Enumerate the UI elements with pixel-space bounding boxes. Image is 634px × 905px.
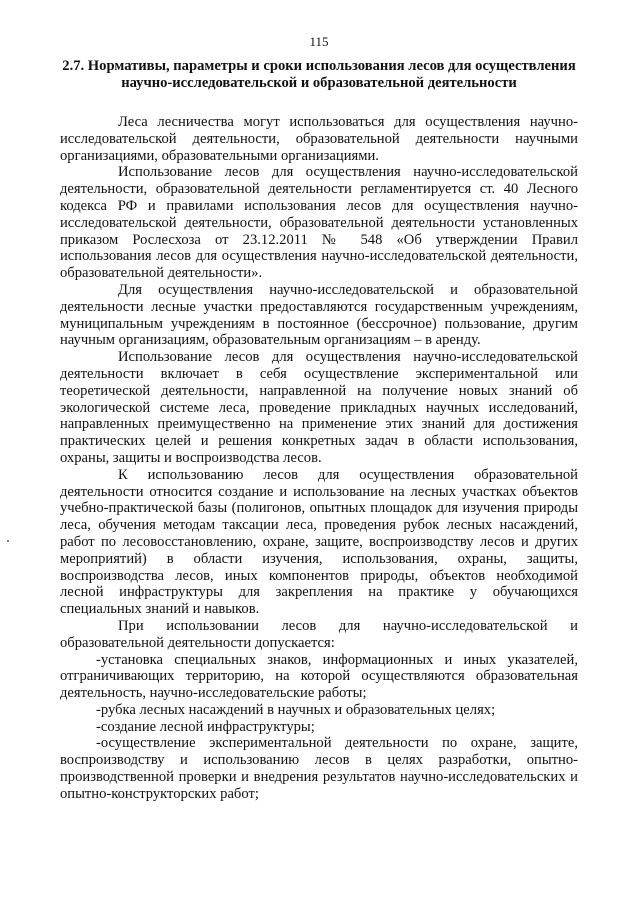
paragraph: Использование лесов для осуществления научно-исследовательской деятельности включает в себя осуществление экспериментальной или теоретической деятельности, направленной на получение новых знаний об экологической системе леса, проведение прикладных научных исследований, направленных преимущественно на применение этих знаний для достижения практических целей и решения конкретных задач в области использования, охраны, защиты и воспроизводства лесов. — [60, 349, 578, 466]
list-item: -рубка лесных насаждений в научных и образовательных целях; — [96, 701, 496, 718]
paragraph: Использование лесов для осуществления научно-исследовательской деятельности, образовательной деятельности регламентируется ст. 40 Лесного кодекса РФ и правилами использования лесов для осуществления научно-исследовательской деятельности, образовательной деятельности установленных приказом Рослесхоза от 23.12.2011 № 548 «Об утверждении Правил использования лесов для осуществления научно-исследовательской деятельности, образовательной деятельности». — [60, 164, 578, 282]
section-title: 2.7. Нормативы, параметры и сроки использования лесов для осуществления научно-исследовательской и образовательной деятельности — [62, 58, 576, 91]
list-item: -создание лесной инфраструктуры; — [96, 718, 315, 735]
list-item: -осуществление экспериментальной деятельности по охране, защите, воспроизводству и использованию лесов в целях разработки, опытно-производственной проверки и внедрения результатов научно-исследовательских и опытно-конструкторских работ; — [60, 735, 578, 802]
document-body — [60, 114, 578, 803]
paragraph: При использовании лесов для научно-исследовательской и образовательной деятельности допускается: — [60, 617, 578, 651]
list-item: -установка специальных знаков, информационных и иных указателей, отграничивающих территорию, на которой осуществляются образовательная деятельность, научно-исследовательские работы; — [60, 651, 578, 702]
paragraph: Для осуществления научно-исследовательской и образовательной деятельности лесные участки предоставляются государственным учреждениям, муниципальным учреждениям в постоянное (бессрочное) пользование, другим научным организациям, образовательным организациям – в аренду. — [60, 281, 578, 349]
paragraph: К использованию лесов для осуществления образовательной деятельности относится создание и использование на лесных участках объектов учебно-практической базы (полигонов, опытных площадок для изучения природы леса, обучения методам таксации леса, проведения рубок лесных насаждений, работ по лесовосстановлению, охране, защите, воспроизводству лесов и других мероприятий) в области изучения, использования, охраны, защиты, воспроизводства лесов, иных компонентов природы, объектов необходимой лесной инфраструктуры для закрепления на практике у обучающихся специальных знаний и навыков. — [60, 466, 578, 618]
paragraph: Леса лесничества могут использоваться для осуществления научно-исследовательской деятельности, образовательной деятельности научными организациями, образовательными организациями. — [60, 114, 578, 164]
scan-speck — [7, 540, 9, 542]
page-number: 115 — [309, 34, 329, 49]
